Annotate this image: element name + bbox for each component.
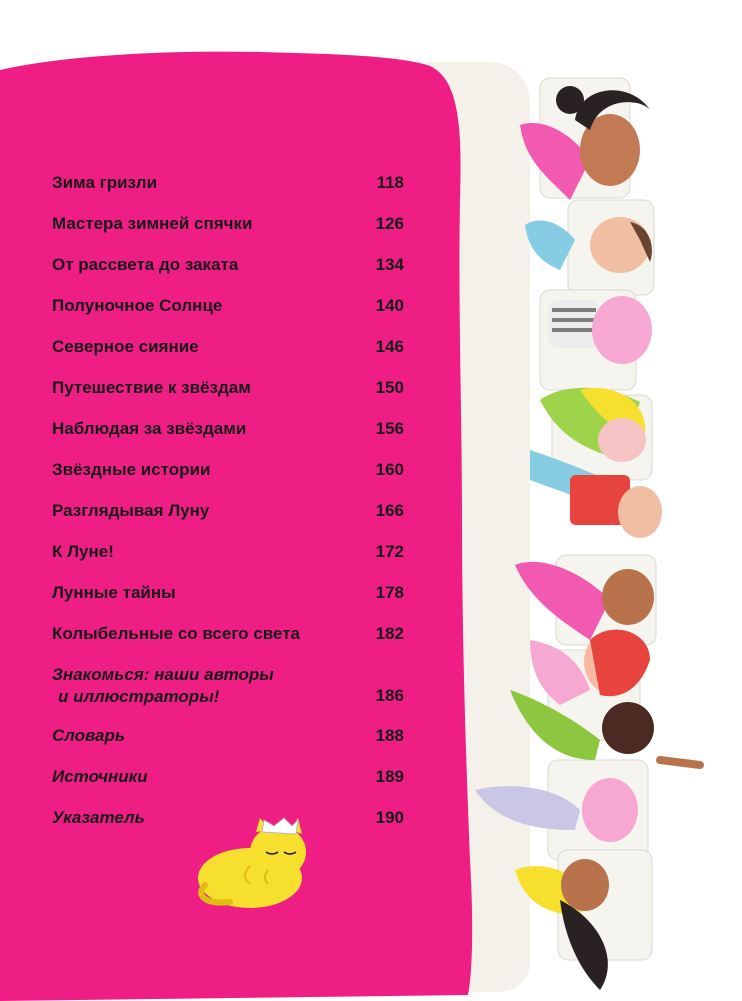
- toc-entry-title-line: От рассвета до заката: [52, 255, 239, 274]
- toc-entry-title: [52, 664, 352, 708]
- toc-entry-page-number: 186: [375, 686, 404, 705]
- toc-entry-title-line: Путешествие к звёздам: [52, 378, 251, 397]
- toc-entry-page-number: 182: [375, 624, 404, 643]
- toc-entry-title: [52, 377, 352, 399]
- toc-entry-page-number: 126: [375, 214, 404, 233]
- toc-entry-title-line: Разглядывая Луну: [52, 501, 210, 520]
- toc-entry-title: [52, 541, 352, 563]
- toc-entry-title: [52, 807, 352, 829]
- toc-entry-title: [52, 725, 352, 747]
- toc-entry[interactable]: [52, 803, 404, 844]
- toc-entry-title-line: К Луне!: [52, 542, 114, 561]
- toc-entry-title: [52, 500, 352, 522]
- toc-entry[interactable]: [52, 762, 404, 803]
- toc-entry[interactable]: [52, 414, 404, 455]
- toc-entry-title-line: Звёздные истории: [52, 460, 211, 479]
- toc-entry[interactable]: [52, 291, 404, 332]
- toc-entry[interactable]: [52, 209, 404, 250]
- toc-entry-title: [52, 418, 352, 440]
- toc-entry-page-number: 118: [376, 173, 404, 192]
- toc-entry-title: [52, 213, 352, 235]
- toc-entry-title-line: Источники: [52, 767, 148, 786]
- toc-entry-title-line: Словарь: [52, 726, 125, 745]
- toc-entry[interactable]: [52, 660, 404, 721]
- toc-entry-page-number: 190: [375, 808, 404, 827]
- toc-entry[interactable]: [52, 578, 404, 619]
- toc-entry-title-line: Северное сияние: [52, 337, 199, 356]
- toc-entry-title-line-2: и иллюстраторы!: [58, 687, 220, 706]
- toc-entry-page-number: 189: [375, 767, 404, 786]
- toc-entry[interactable]: [52, 168, 404, 209]
- toc-entry-title: [52, 623, 352, 645]
- toc-entry[interactable]: [52, 250, 404, 291]
- toc-entry-title: [52, 254, 352, 276]
- toc-entry[interactable]: [52, 496, 404, 537]
- toc-entry[interactable]: [52, 455, 404, 496]
- toc-entry-page-number: 160: [375, 460, 404, 479]
- toc-entry-title: [52, 336, 352, 358]
- toc-entry[interactable]: [52, 537, 404, 578]
- toc-entry-page-number: 172: [375, 542, 404, 561]
- toc-entry-page-number: 140: [375, 296, 404, 315]
- toc-entry-title: [52, 295, 352, 317]
- toc-entry-title: [52, 766, 352, 788]
- toc-entry[interactable]: [52, 332, 404, 373]
- table-of-contents: [52, 168, 404, 844]
- toc-entry-page-number: 150: [375, 378, 404, 397]
- toc-entry-page-number: 188: [375, 726, 404, 745]
- toc-entry-title: [52, 172, 352, 194]
- toc-entry-title-line: Наблюдая за звёздами: [52, 419, 247, 438]
- toc-entry-title-line: Указатель: [52, 808, 145, 827]
- toc-entry-page-number: 166: [375, 501, 404, 520]
- toc-entry-page-number: 178: [375, 583, 404, 602]
- toc-entry-title-line: Мастера зимней спячки: [52, 214, 253, 233]
- toc-entry-title: [52, 459, 352, 481]
- toc-entry[interactable]: [52, 721, 404, 762]
- toc-entry-title-line: Знакомься: наши авторы: [52, 665, 274, 684]
- toc-entry[interactable]: [52, 373, 404, 414]
- toc-entry-title-line: Полуночное Солнце: [52, 296, 223, 315]
- toc-entry-page-number: 146: [375, 337, 404, 356]
- toc-entry[interactable]: [52, 619, 404, 660]
- toc-entry-title-line: Колыбельные со всего света: [52, 624, 300, 643]
- toc-entry-title: [52, 582, 352, 604]
- toc-entry-page-number: 134: [375, 255, 404, 274]
- toc-entry-page-number: 156: [375, 419, 404, 438]
- toc-entry-title-line: Зима гризли: [52, 173, 158, 192]
- toc-entry-title-line: Лунные тайны: [52, 583, 176, 602]
